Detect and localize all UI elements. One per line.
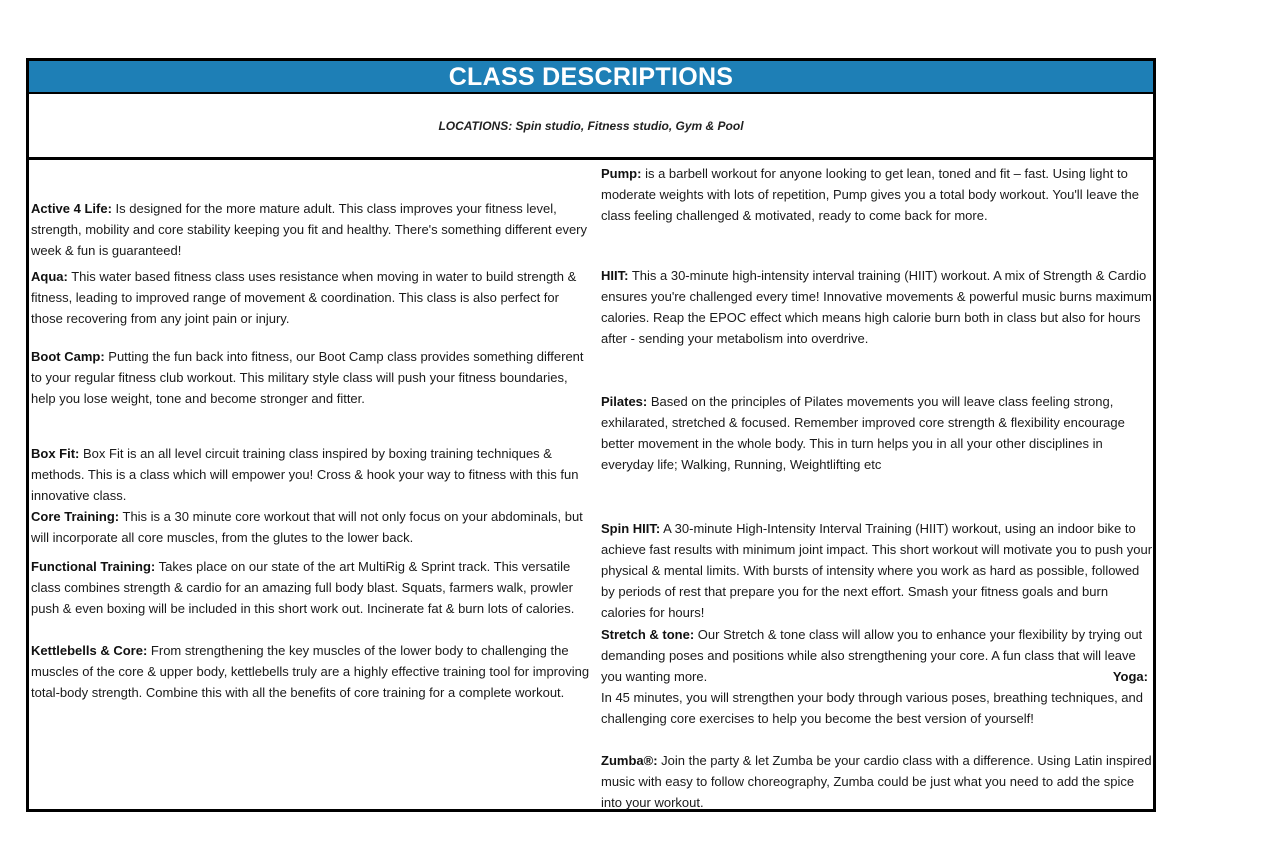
class-name: HIIT: bbox=[601, 268, 629, 283]
class-name: Spin HIIT: bbox=[601, 521, 661, 536]
class-text: Our Stretch & tone class will allow you to enhance your flexibility by trying out demanding poses and positions while also strengthening your core. A fun class that will leave you wanting more. bbox=[601, 627, 1143, 684]
class-description bbox=[31, 506, 594, 548]
class-description bbox=[601, 518, 1156, 623]
class-name: Stretch & tone: bbox=[601, 627, 695, 642]
class-text: Takes place on our state of the art MultiRig & Sprint track. This versatile class combines strength & cardio for an amazing full body blast. Squats, farmers walk, prowler push & even boxing will be included in this short work out. Incinerate fat & burn lots of calories. bbox=[31, 559, 575, 616]
class-description bbox=[31, 346, 594, 409]
class-text: This a 30-minute high-intensity interval training (HIIT) workout. A mix of Strength & Cardio ensures you're challenged every time! Innovative movements & powerful music burns maximum calories. Reap the EPOC effect which means high calorie burn both in class but also for hours after - sending your metabolism into overdrive. bbox=[601, 268, 1152, 346]
class-text: Putting the fun back into fitness, our Boot Camp class provides something different to your regular fitness club workout. This military style class will push your fitness boundaries, help you lose weight, tone and become stronger and fitter. bbox=[31, 349, 584, 406]
class-name: Boot Camp: bbox=[31, 349, 105, 364]
class-description bbox=[31, 443, 594, 506]
class-description bbox=[601, 391, 1156, 475]
class-name: Aqua: bbox=[31, 269, 68, 284]
class-text: This water based fitness class uses resistance when moving in water to build strength & fitness, leading to improved range of movement & coordination. This class is also perfect for those recovering from any joint pain or injury. bbox=[31, 269, 577, 326]
class-name: Box Fit: bbox=[31, 446, 80, 461]
class-text: In 45 minutes, you will strengthen your body through various poses, breathing techniques, and challenging core exercises to help you become the best version of yourself! bbox=[601, 690, 1144, 726]
class-name: Functional Training: bbox=[31, 559, 156, 574]
class-description bbox=[601, 265, 1156, 349]
class-text: is a barbell workout for anyone looking to get lean, toned and fit – fast. Using light to moderate weights with lots of repetition, Pump gives you a total body workout. You'll leave the class feeling challenged & motivated, ready to come back for more. bbox=[601, 166, 1139, 223]
class-description bbox=[601, 687, 1156, 729]
class-text: Box Fit is an all level circuit training class inspired by boxing training techniques & methods. This is a class which will empower you! Cross & hook your way to fitness with this fun innovative class. bbox=[31, 446, 579, 503]
class-text: Join the party & let Zumba be your cardio class with a difference. Using Latin inspired music with easy to follow choreography, Zumba could be just what you need to add the spice into your workout. bbox=[601, 753, 1152, 810]
class-name: Active 4 Life: bbox=[31, 201, 112, 216]
class-name: Pilates: bbox=[601, 394, 648, 409]
class-text: From strengthening the key muscles of the lower body to challenging the muscles of the core & upper body, kettlebells truly are a highly effective training tool for improving total-body strength. Combine this with all the benefits of core training for a complete workout. bbox=[31, 643, 590, 700]
class-name: Kettlebells & Core: bbox=[31, 643, 148, 658]
class-name: Core Training: bbox=[31, 509, 120, 524]
class-description bbox=[601, 750, 1156, 813]
page-title: CLASS DESCRIPTIONS bbox=[448, 63, 734, 91]
class-name: Yoga: bbox=[1112, 669, 1148, 684]
class-name: Zumba®: bbox=[601, 753, 658, 768]
class-text: This is a 30 minute core workout that will not only focus on your abdominals, but will incorporate all core muscles, from the glutes to the lower back. bbox=[31, 509, 583, 545]
class-description bbox=[31, 556, 594, 619]
locations-text: LOCATIONS: Spin studio, Fitness studio, Gym & Pool bbox=[438, 118, 744, 133]
class-description bbox=[31, 640, 594, 703]
class-description bbox=[601, 624, 1156, 687]
class-text: A 30-minute High-Intensity Interval Training (HIIT) workout, using an indoor bike to achieve fast results with minimum joint impact. This short workout will motivate you to push your physical & mental limits. With bursts of intensity where you work as hard as possible, followed by periods of rest that prepare you for the next effort. Smash your fitness goals and burn calories for hours! bbox=[601, 521, 1153, 620]
class-descriptions-table bbox=[26, 58, 1156, 812]
class-text: Is designed for the more mature adult. This class improves your fitness level, strength, mobility and core stability keeping you fit and healthy. There's something different every week & fun is guaranteed! bbox=[31, 201, 588, 258]
class-description bbox=[601, 163, 1156, 226]
locations-row bbox=[29, 94, 1153, 160]
class-name: Pump: bbox=[601, 166, 642, 181]
class-text: Based on the principles of Pilates movements you will leave class feeling strong, exhilarated, stretched & focused. Remember improved core strength & flexibility encourage better movement in the whole body. This in turn helps you in all your other disciplines in everyday life; Walking, Running, Weightlifting etc bbox=[601, 394, 1125, 472]
class-description bbox=[31, 266, 594, 329]
class-description bbox=[31, 198, 594, 261]
title-bar bbox=[29, 61, 1153, 94]
